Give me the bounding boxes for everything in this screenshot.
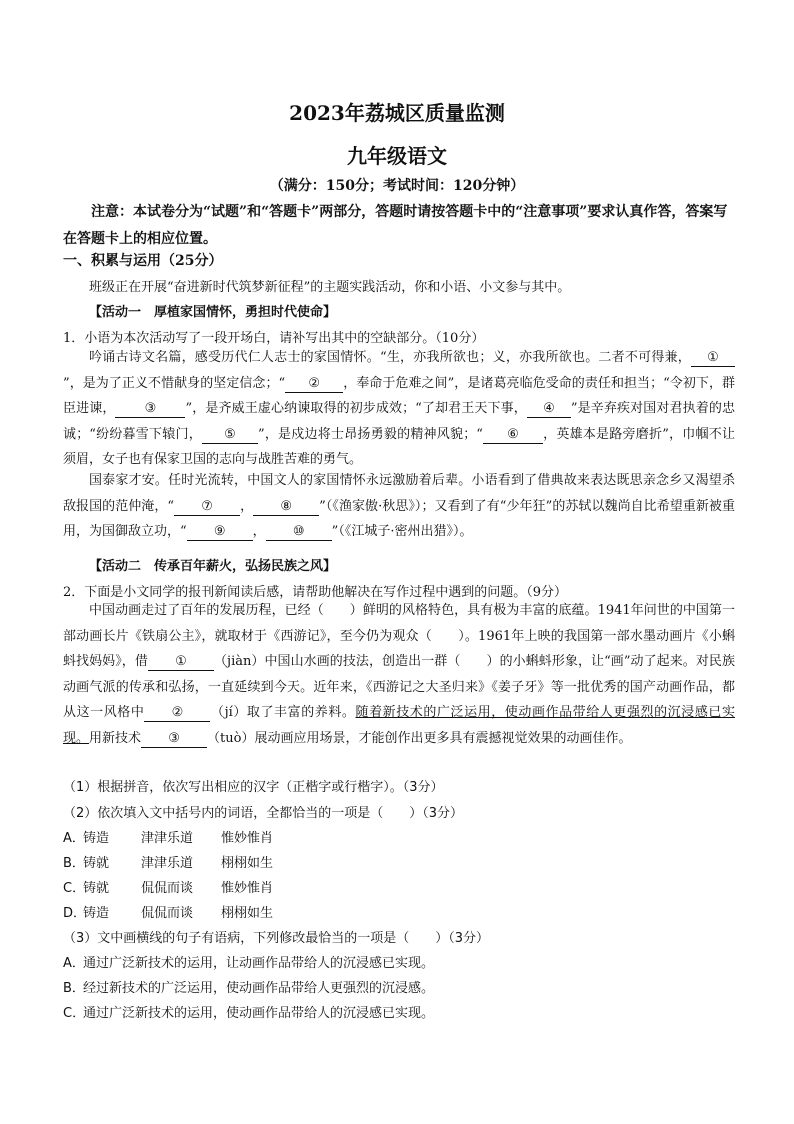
sub-question-2: （2）依次填入文中括号内的词语，全都恰当的一项是（ ）（3分） (63, 806, 464, 821)
activity-two-heading: 【活动二 传承百年薪火，弘扬民族之风】 (89, 559, 337, 574)
blank-9: ⑨ (187, 524, 253, 541)
question-one-passage-2 (63, 468, 735, 545)
option-word: 津津乐道 (141, 831, 194, 846)
passage-text: ，英雄本是路旁磨折”，巾帼不让须眉，女子也有保家卫国的志向与战胜苦难的勇气。 (63, 426, 735, 467)
blank-10: ⑩ (266, 524, 332, 541)
blank-5: ⑤ (202, 427, 258, 444)
option-word: 铸就 (83, 856, 110, 871)
question-one-stem: 1．小语为本次活动写了一段开场白，请补写出其中的空缺部分。（10分） (63, 331, 485, 346)
blank-4: ④ (527, 401, 571, 418)
passage-text: 中国动画走过了百年的发展历程，已经（ ）鲜明的风格特色，具有极为丰富的底蕴。1941年问世的中国第一部动画长片《铁扇公主》，就取材于《西游记》，至今仍为观众（ ）。1961年上映的我国第一部水墨动画片《小蝌蚪找妈妈》，借 (63, 603, 735, 669)
passage-text: （jí）取了丰富的养料。 (210, 705, 356, 720)
option-a (63, 827, 735, 846)
option-c (63, 877, 735, 896)
option-word: 惟妙惟肖 (221, 831, 274, 846)
option-label: B． (63, 856, 85, 871)
pinyin-blank-2: ② (144, 705, 210, 722)
blank-3: ③ (115, 401, 185, 418)
passage-text: ， (240, 498, 254, 514)
passage-text: ”（《江城子·密州出猎》）。 (331, 524, 473, 539)
pinyin-blank-3: ③ (141, 731, 207, 748)
option-word: 铸造 (83, 906, 110, 921)
option-word: 铸就 (83, 881, 110, 896)
pinyin-blank-1: ① (148, 654, 214, 671)
underlined-sentence: 随着新技术的广泛运用，使动画作品带给人更强烈的沉浸感已实现。 (63, 705, 735, 746)
option-text: 通过广泛新技术的运用，让动画作品带给人的沉浸感已实现。 (83, 956, 435, 971)
option-word: 侃侃而谈 (141, 881, 194, 896)
option-word: 津津乐道 (141, 856, 194, 871)
passage-text: 用新技术 (89, 730, 142, 746)
passage-text: ”，是齐威王虚心纳谏取得的初步成效；“了却君王天下事， (185, 401, 527, 416)
option-label: D． (63, 906, 87, 921)
option-label: A． (63, 956, 85, 971)
sub-question-3: （3）文中画横线的句子有语病，下列修改最恰当的一项是（ ）（3分） (63, 931, 490, 946)
exam-notice: 注意：本试卷分为“试题”和“答题卡”两部分，答题时请按答题卡中的“注意事项”要求认真作答，答案写在答题卡上的相应位置。 (63, 204, 728, 247)
option-text: 经过新技术的广泛运用，使动画作品带给人更强烈的沉浸感。 (83, 981, 435, 996)
option-d (63, 902, 735, 921)
option-label: C． (63, 1006, 86, 1021)
option-word: 侃侃而谈 (141, 906, 194, 921)
exam-subtitle: 九年级语文 (347, 144, 447, 168)
passage-text: ，奉命于危难之间”，是诸葛亮临危受命的责任和担当；“令初下，群臣进谏， (63, 375, 736, 416)
passage-text: （jiàn）中国山水画的技法，创造出一群（ ）的小蝌蚪形象，让“画”动了起来。对民族动画气派的传承和弘扬，一直延续到今天。近年来，《西游记之大圣归来》《姜子牙》等一批优秀的国产动画作品，都从这一风格中 (63, 654, 735, 720)
blank-7: ⑦ (174, 499, 240, 516)
activity-one-heading: 【活动一 厚植家国情怀，勇担时代使命】 (89, 305, 337, 320)
passage-text: ， (252, 524, 266, 539)
option-word: 惟妙惟肖 (221, 881, 274, 896)
passage-text: ”（《渔家傲·秋思》）；又看到了有“少年狂”的苏轼以魏尚自比希望重新被重用，为国御敌立功，“ (63, 498, 735, 539)
blank-6: ⑥ (483, 427, 543, 444)
option-b (63, 977, 735, 996)
passage-text: ”，是戍边将士昂扬勇毅的精神风貌；“ (257, 426, 483, 442)
exam-title: 2023年荔城区质量监测 (289, 101, 505, 125)
question-one-passage-1 (63, 345, 735, 473)
option-word: 铸造 (83, 831, 110, 846)
question-two-passage (63, 598, 735, 751)
blank-1: ① (691, 350, 735, 367)
passage-text: ”，是为了正义不惜献身的坚定信念；“ (63, 375, 286, 391)
passage-text: 吟诵古诗文名篇，感受历代仁人志士的家国情怀。“生，亦我所欲也；义，亦我所欲也。二者不可得兼， (89, 350, 691, 365)
section-intro: 班级正在开展“奋进新时代筑梦新征程”的主题实践活动，你和小语、小文参与其中。 (89, 280, 571, 295)
option-word: 栩栩如生 (221, 856, 274, 871)
sub-question-1: （1）根据拼音，依次写出相应的汉字（正楷字或行楷字）。（3分） (63, 780, 444, 795)
option-label: B． (63, 981, 85, 996)
blank-2: ② (285, 376, 343, 393)
option-text: 通过广泛新技术的运用，使动画作品带给人的沉浸感已实现。 (83, 1006, 435, 1021)
option-a (63, 952, 735, 971)
passage-text: 国泰家才安。任时光流转，中国文人的家国情怀永远激励着后辈。小语看到了借典故来表达既思亲念乡又渴望杀敌报国的范仲淹，“ (63, 473, 735, 514)
blank-8: ⑧ (253, 499, 319, 516)
section-heading: 一、积累与运用（25分） (63, 253, 223, 269)
option-c (63, 1002, 735, 1021)
question-two-stem: 2．下面是小文同学的报刊新闻读后感，请帮助他解决在写作过程中遇到的问题。（9分） (63, 585, 568, 600)
passage-text: ”是辛弃疾对国对君执着的忠诚；“纷纷暮雪下辕门， (63, 401, 735, 442)
option-b (63, 852, 735, 871)
option-label: C． (63, 881, 86, 896)
exam-meta: （满分：150分；考试时间：120分钟） (269, 178, 525, 194)
option-label: A． (63, 831, 85, 846)
passage-text: （tuò）展动画应用场景，才能创作出更多具有震撼视觉效果的动画佳作。 (207, 730, 632, 746)
option-word: 栩栩如生 (221, 906, 274, 921)
